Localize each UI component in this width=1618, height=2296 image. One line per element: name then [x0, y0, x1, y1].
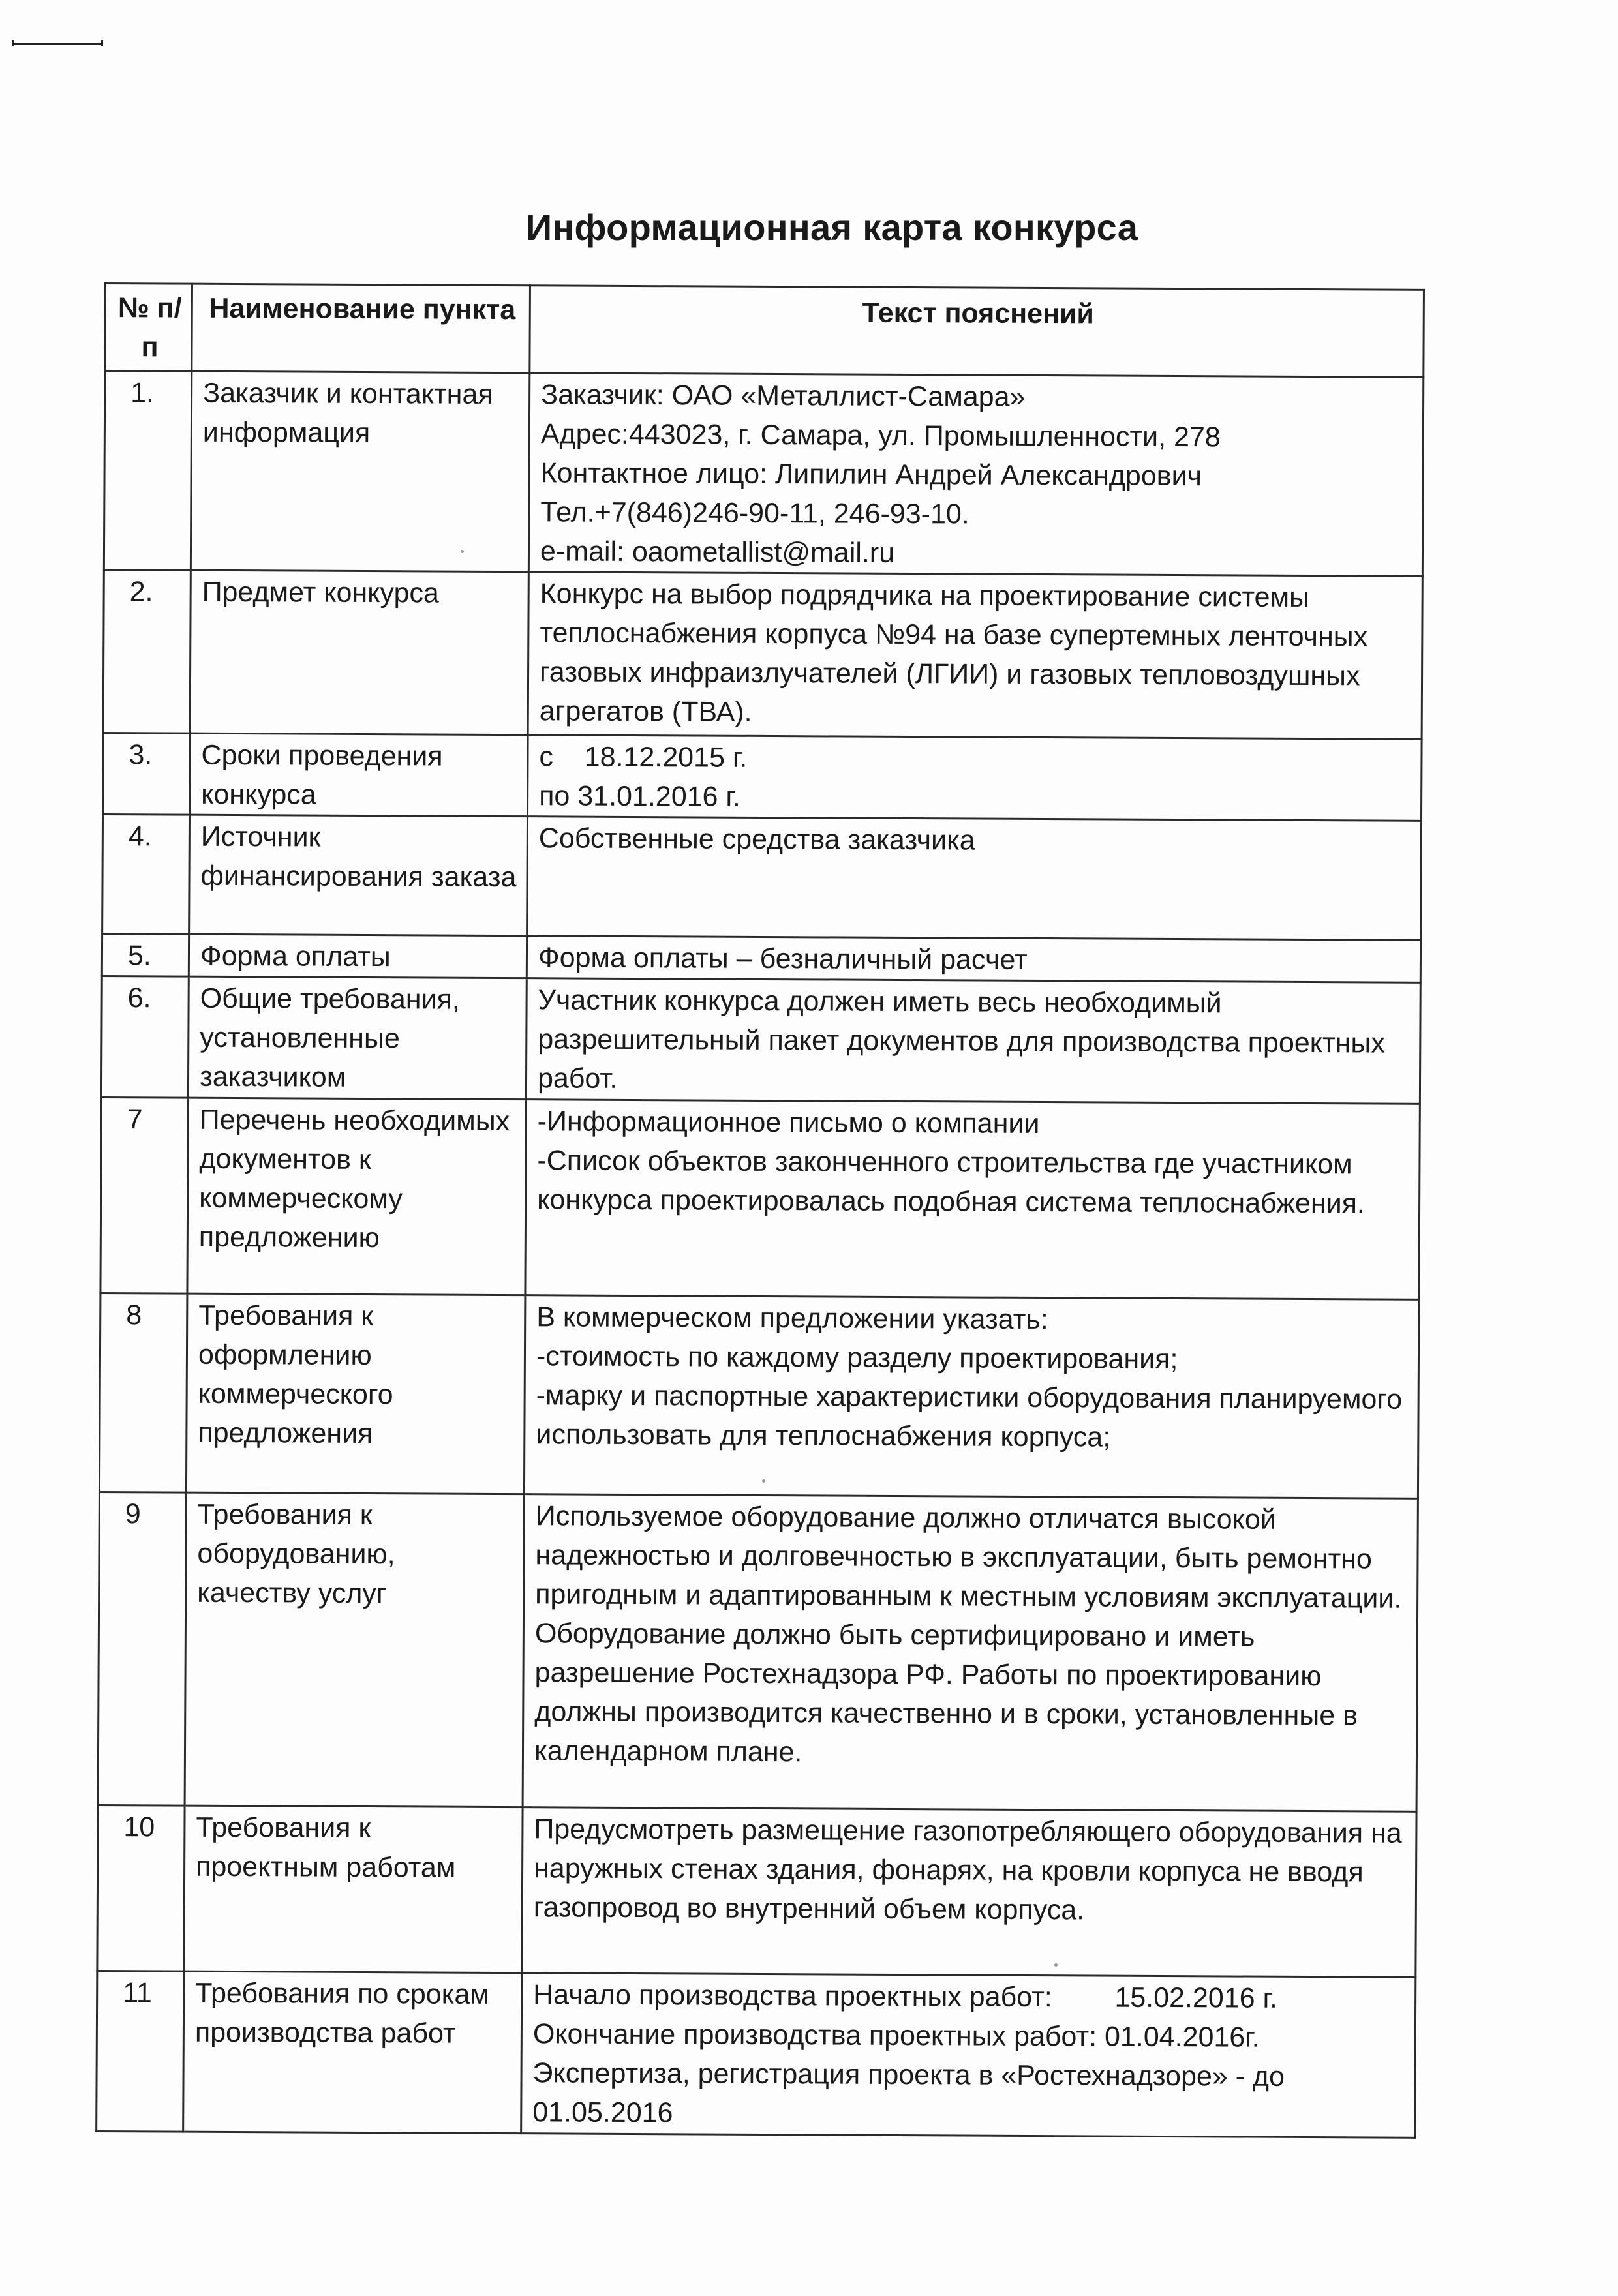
header-num: № п/п: [105, 284, 192, 372]
row-explanation: [523, 1494, 1418, 1812]
explanation-line: с 18.12.2015 г.: [539, 741, 748, 774]
scan-speck: [461, 550, 464, 553]
explanation-line: -Информационное письмо о компании: [537, 1106, 1040, 1140]
explanation-line: Экспертиза, регистрация проекта в «Ростехнадзоре» - до 01.05.2016: [532, 2057, 1285, 2129]
scan-corner-mark: [12, 43, 103, 45]
explanation-line: В коммерческом предложении указать:: [536, 1301, 1048, 1336]
explanation-line: Собственные средства заказчика: [538, 823, 975, 856]
row-item-name: Сроки проведения конкурса: [190, 733, 528, 817]
row-item-name: Источник финансирования заказа: [189, 815, 528, 936]
row-number: 10: [97, 1805, 185, 1971]
explanation-line: Заказчик: ОАО «Металлист-Самара»: [541, 379, 1026, 413]
row-item-name: Требования к проектным работам: [184, 1805, 523, 1973]
row-number: 8: [99, 1293, 187, 1492]
table-row: [97, 1971, 1416, 2137]
row-explanation: [524, 1295, 1418, 1499]
header-name: Наименование пункта: [192, 284, 530, 373]
table-row: [99, 1293, 1418, 1498]
table-row: [102, 933, 1420, 982]
document-title: Информационная карта конкурса: [525, 207, 1138, 248]
header-text: Текст пояснений: [530, 286, 1424, 378]
row-item-name: Перечень необходимых документов к коммерческому предложению: [187, 1098, 526, 1295]
row-number: 3.: [103, 733, 191, 815]
scan-speck: [1054, 1963, 1058, 1967]
row-explanation: [522, 1807, 1416, 1978]
explanation-line: Конкурс на выбор подрядчика на проектирование системы теплоснабжения корпуса №94 на базе супертемных ленточных газовых инфраизлучателей (ЛГИИ) и газовых тепловоздушных агрегатов (ТВА).: [539, 578, 1368, 728]
row-explanation: [527, 817, 1422, 941]
scan-speck: [762, 1479, 765, 1483]
explanation-email: e-mail: oaometallist@mail.ru: [540, 536, 895, 569]
row-number: 5.: [102, 933, 189, 976]
explanation-line: Участник конкурса должен иметь весь необходимый разрешительный пакет документов для производства проектных работ.: [537, 984, 1386, 1095]
explanation-line: Начало производства проектных работ: 15.02.2016 г.: [533, 1979, 1278, 2014]
info-card-table: [95, 282, 1425, 2139]
row-item-name: Форма оплаты: [189, 934, 527, 978]
explanation-line: Используемое оборудование должно отличатся высокой надежностью и долговечностью в эксплуатации, быть ремонтно пригодным и адаптированным к местным условиям эксплуатации. Оборудование должно быть сертифицировано и иметь разрешение Ростехнадзора РФ. Работы по проектированию должны производится качественно и в сроки, установленные в календарном плане.: [534, 1500, 1402, 1768]
explanation-line: Адрес:443023, г. Самара, ул. Промышленности, 278: [540, 418, 1221, 453]
table-row: [103, 570, 1422, 740]
table-row: [103, 733, 1422, 821]
table-header-row: [105, 284, 1424, 378]
table-row: [98, 1492, 1418, 1811]
row-number: 1.: [104, 371, 191, 571]
explanation-line: -Список объектов законченного строительства где участником конкурса проектировалась подобная система теплоснабжения.: [537, 1145, 1366, 1220]
row-number: 7: [100, 1097, 188, 1293]
row-item-name: Заказчик и контактная информация: [191, 371, 529, 572]
explanation-line: -стоимость по каждому разделу проектирования;: [536, 1340, 1178, 1376]
row-explanation: [526, 978, 1420, 1104]
row-item-name: Требования к оформлению коммерческого предложения: [186, 1293, 525, 1494]
row-item-name: Предмет конкурса: [190, 570, 528, 735]
row-number: 2.: [103, 570, 191, 734]
row-explanation: [525, 1100, 1420, 1300]
table-row: [101, 976, 1420, 1104]
table-row: [100, 1097, 1420, 1299]
row-number: 9: [98, 1492, 186, 1805]
row-number: 4.: [102, 814, 190, 934]
table-row: [97, 1805, 1416, 1977]
row-item-name: Требования к оборудованию, качеству услуг: [185, 1492, 524, 1807]
explanation-line: Окончание производства проектных работ: 01.04.2016г.: [532, 2018, 1260, 2053]
row-item-name: Общие требования, установленные заказчиком: [188, 976, 527, 1100]
explanation-line: Тел.+7(846)246-90-11, 246-93-10.: [540, 496, 969, 530]
row-explanation: [528, 572, 1422, 740]
explanation-line: Контактное лицо: Липилин Андрей Александрович: [540, 457, 1202, 492]
explanation-line: Форма оплаты – безналичный расчет: [538, 942, 1028, 976]
row-number: 6.: [101, 976, 189, 1098]
row-number: 11: [97, 1971, 184, 2132]
explanation-line: -марку и паспортные характеристики оборудования планируемого использовать для теплоснабжения корпуса;: [536, 1380, 1403, 1453]
explanation-line: Предусмотреть размещение газопотребляющего оборудования на наружных стенах здания, фонарях, на кровли корпуса не вводя газопровод во внутренний объем корпуса.: [533, 1813, 1402, 1926]
row-explanation: [528, 735, 1422, 821]
row-explanation: [528, 373, 1423, 577]
table-row: [102, 814, 1422, 940]
row-explanation: [527, 936, 1420, 983]
row-explanation: [521, 1973, 1416, 2138]
row-item-name: Требования по срокам производства работ: [183, 1971, 522, 2134]
table-row: [104, 371, 1423, 577]
explanation-line: по 31.01.2016 г.: [539, 780, 740, 813]
